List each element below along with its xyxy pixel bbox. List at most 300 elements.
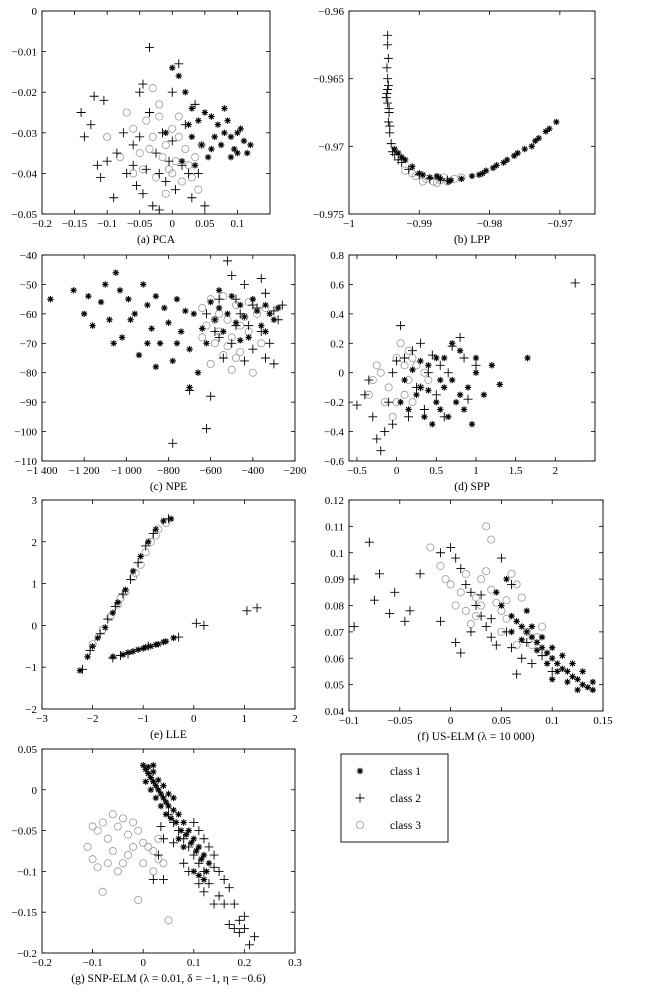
point-class-3 [199, 304, 206, 311]
point-class-1 [258, 322, 264, 328]
point-class-2 [477, 590, 486, 599]
point-class-3 [119, 860, 126, 867]
point-class-3 [129, 819, 136, 826]
point-class-1 [203, 868, 209, 874]
point-class-1 [469, 421, 475, 427]
point-class-3 [159, 154, 166, 161]
point-class-1 [174, 340, 180, 346]
point-class-2 [206, 392, 215, 401]
point-class-1 [245, 334, 251, 340]
point-class-2 [135, 88, 144, 97]
point-class-2 [168, 88, 177, 97]
point-class-2 [471, 361, 480, 370]
point-class-2 [420, 405, 429, 414]
point-class-1 [178, 328, 184, 334]
point-class-1 [89, 643, 95, 649]
point-class-1 [233, 319, 239, 325]
y-tick-label: −90 [19, 397, 37, 410]
point-class-2 [261, 354, 270, 363]
point-class-2 [461, 580, 470, 589]
point-class-1 [433, 355, 439, 361]
point-class-3 [508, 570, 515, 577]
point-class-2 [138, 189, 147, 198]
point-class-1 [206, 860, 212, 866]
series-class-1 [140, 762, 212, 883]
point-class-1 [437, 377, 443, 383]
point-class-3 [162, 141, 169, 148]
x-tick-label: −0.5 [346, 465, 367, 477]
point-class-1 [549, 676, 555, 682]
point-class-2 [242, 606, 251, 615]
point-class-3 [124, 831, 131, 838]
point-class-1 [449, 377, 455, 383]
point-class-1 [168, 516, 174, 522]
point-class-1 [119, 334, 125, 340]
point-class-2 [96, 173, 105, 182]
y-tick-label: −0.1 [17, 866, 37, 879]
y-tick-label: −110 [14, 456, 37, 468]
point-class-3 [146, 145, 153, 152]
point-class-1 [549, 655, 555, 661]
point-class-1 [427, 174, 433, 180]
point-class-2 [432, 390, 441, 399]
point-class-1 [522, 146, 528, 152]
point-class-1 [590, 679, 596, 685]
point-class-1 [160, 639, 166, 645]
point-class-2 [155, 205, 164, 214]
point-class-3 [175, 133, 182, 140]
point-class-3 [409, 354, 416, 361]
y-tick-label: −0.02 [11, 87, 37, 100]
point-class-2 [219, 354, 228, 363]
point-class-3 [447, 581, 454, 588]
point-class-2 [482, 622, 491, 631]
x-tick-label: −0.15 [61, 218, 88, 230]
x-tick-label: 2 [292, 713, 298, 725]
point-class-3 [188, 174, 195, 181]
point-class-3 [104, 860, 111, 867]
point-class-3 [483, 523, 490, 530]
panel-npe [14, 250, 307, 493]
point-class-2 [189, 818, 198, 827]
point-class-2 [77, 108, 86, 117]
point-class-3 [199, 334, 206, 341]
point-class-3 [462, 607, 469, 614]
x-tick-label: 0 [191, 713, 197, 725]
point-class-1 [193, 848, 199, 854]
point-class-1 [553, 119, 559, 125]
point-class-1 [163, 811, 169, 817]
series-class-2 [168, 256, 287, 447]
point-class-2 [194, 879, 203, 888]
point-class-2 [466, 588, 475, 597]
point-class-2 [169, 838, 178, 847]
point-class-1 [143, 644, 149, 650]
point-class-1 [569, 660, 575, 666]
point-class-1 [493, 162, 499, 168]
point-class-1 [165, 803, 171, 809]
point-class-2 [184, 169, 193, 178]
point-class-2 [385, 122, 394, 131]
x-tick-label: −0.2 [32, 957, 52, 969]
y-tick-label: −100 [14, 426, 37, 439]
point-class-3 [409, 399, 416, 406]
x-tick-label: −0.05 [126, 218, 153, 230]
point-class-1 [199, 325, 205, 331]
panel-snpelm [12, 744, 303, 985]
point-class-3 [89, 856, 96, 863]
panel-uselm [325, 495, 613, 743]
panel-lle [25, 495, 297, 741]
point-class-2 [507, 643, 516, 652]
point-class-1 [180, 844, 186, 850]
point-class-2 [109, 193, 118, 202]
point-class-2 [571, 278, 580, 287]
point-class-2 [253, 603, 262, 612]
point-class-1 [231, 146, 237, 152]
point-class-1 [220, 328, 226, 334]
x-tick-label: −600 [199, 465, 223, 477]
panel-caption: (b) LPP [453, 234, 491, 246]
point-class-1 [544, 650, 550, 656]
point-class-1 [529, 634, 535, 640]
point-class-1 [70, 287, 76, 293]
point-class-3 [130, 125, 137, 132]
point-class-1 [224, 117, 230, 123]
x-tick-label: 1 [241, 713, 248, 725]
point-class-2 [122, 169, 131, 178]
point-class-1 [508, 629, 514, 635]
point-class-2 [487, 614, 496, 623]
point-class-1 [241, 138, 247, 144]
point-class-1 [497, 381, 503, 387]
point-class-3 [114, 868, 121, 875]
point-class-2 [261, 289, 270, 298]
point-class-1 [170, 635, 176, 641]
point-class-3 [452, 602, 459, 609]
point-class-2 [368, 412, 377, 421]
y-tick-label: 0 [31, 784, 37, 797]
y-tick-label: −70 [19, 338, 37, 351]
y-tick-label: 0.8 [330, 250, 344, 262]
point-class-1 [441, 384, 447, 390]
point-class-1 [534, 647, 540, 653]
x-tick-label: 0 [140, 957, 146, 969]
series-class-2 [78, 514, 262, 673]
x-tick-label: −0.05 [387, 715, 413, 727]
point-class-3 [385, 384, 392, 391]
point-class-1 [140, 281, 146, 287]
point-class-3 [182, 145, 189, 152]
x-tick-label: −1 [343, 218, 355, 230]
point-class-1 [536, 135, 542, 141]
point-class-1 [110, 654, 116, 660]
point-class-2 [436, 617, 445, 626]
point-class-1 [397, 399, 403, 405]
point-class-2 [456, 648, 465, 657]
x-tick-label: 1.5 [508, 465, 523, 477]
series-class-3 [89, 519, 170, 647]
point-class-3 [149, 85, 156, 92]
point-class-2 [382, 89, 391, 98]
point-class-1 [189, 134, 195, 140]
point-class-2 [451, 554, 460, 563]
point-class-1 [179, 158, 185, 164]
point-class-1 [202, 109, 208, 115]
point-class-2 [456, 333, 465, 342]
point-class-2 [250, 932, 259, 941]
point-class-2 [248, 345, 257, 354]
x-tick-label: −0.99 [406, 218, 433, 230]
point-class-2 [202, 309, 211, 318]
point-class-1 [420, 172, 426, 178]
point-class-1 [165, 319, 171, 325]
point-class-1 [514, 150, 520, 156]
point-class-1 [441, 355, 447, 361]
point-class-1 [203, 340, 209, 346]
point-class-1 [145, 764, 151, 770]
point-class-1 [421, 414, 427, 420]
point-class-3 [389, 413, 396, 420]
y-tick-label: 0.2 [330, 338, 344, 351]
series-class-2 [382, 31, 452, 185]
point-class-3 [195, 186, 202, 193]
point-class-3 [483, 568, 490, 575]
point-class-1 [94, 635, 100, 641]
y-tick-label: 0.11 [325, 521, 344, 534]
point-class-2 [497, 554, 506, 563]
y-tick-label: −0.975 [313, 209, 344, 221]
point-class-3 [129, 843, 136, 850]
point-class-2 [227, 271, 236, 280]
point-class-2 [215, 867, 224, 876]
point-class-3 [152, 174, 159, 181]
point-class-1 [182, 89, 188, 95]
point-class-2 [194, 826, 203, 835]
point-class-3 [503, 597, 510, 604]
x-tick-label: 0.3 [288, 957, 302, 969]
point-class-1 [208, 113, 214, 119]
point-class-2 [135, 132, 144, 141]
point-class-1 [201, 876, 207, 882]
panel-caption: (c) NPE [149, 481, 188, 493]
point-class-1 [417, 384, 423, 390]
point-class-1 [102, 624, 108, 630]
point-class-3 [84, 843, 91, 850]
point-class-1 [169, 65, 175, 71]
x-tick-label: 0 [447, 715, 454, 727]
point-class-1 [106, 317, 112, 323]
point-class-2 [235, 928, 244, 937]
point-class-1 [237, 302, 243, 308]
point-class-1 [196, 872, 202, 878]
x-tick-label: −800 [157, 465, 180, 477]
point-class-3 [169, 125, 176, 132]
point-class-2 [240, 280, 249, 289]
point-class-1 [434, 173, 440, 179]
point-class-2 [400, 354, 409, 363]
point-class-1 [195, 117, 201, 123]
point-class-1 [175, 836, 181, 842]
point-class-2 [210, 900, 219, 909]
point-class-1 [498, 602, 504, 608]
point-class-1 [579, 668, 585, 674]
y-tick-label: 0.05 [324, 679, 344, 692]
point-class-2 [240, 356, 249, 365]
point-class-3 [109, 811, 116, 818]
x-tick-label: −0.1 [339, 715, 359, 727]
point-class-3 [207, 360, 214, 367]
point-class-1 [175, 811, 181, 817]
y-tick-label: 0.1 [330, 547, 344, 560]
plot-frame [42, 11, 270, 214]
panel-caption: (f) US-ELM (λ = 10 000) [417, 731, 535, 743]
point-class-1 [241, 314, 247, 320]
point-class-3 [178, 178, 185, 185]
point-class-1 [195, 370, 201, 376]
point-class-1 [136, 352, 142, 358]
point-class-1 [205, 154, 211, 160]
point-class-1 [409, 367, 415, 373]
y-tick-label: 2 [31, 536, 37, 549]
point-class-1 [173, 819, 179, 825]
x-tick-label: 0 [393, 465, 400, 477]
point-class-1 [244, 150, 250, 156]
point-class-2 [192, 619, 201, 628]
point-class-1 [153, 293, 159, 299]
point-class-1 [457, 347, 463, 353]
point-class-1 [160, 783, 166, 789]
point-class-1 [476, 172, 482, 178]
point-class-1 [188, 840, 194, 846]
point-class-2 [446, 543, 455, 552]
point-class-3 [518, 594, 525, 601]
point-class-1 [148, 325, 154, 331]
point-class-2 [385, 104, 394, 113]
point-class-3 [462, 570, 469, 577]
point-class-3 [457, 589, 464, 596]
point-class-2 [204, 842, 213, 851]
y-tick-label: 0 [338, 367, 344, 380]
point-class-1 [237, 126, 243, 132]
point-class-3 [228, 366, 235, 373]
x-tick-label: −1 400 [26, 465, 58, 477]
point-class-2 [375, 569, 384, 578]
point-class-3 [165, 917, 172, 924]
point-class-1 [564, 668, 570, 674]
point-class-2 [145, 43, 154, 52]
point-class-1 [165, 791, 171, 797]
point-class-1 [183, 831, 189, 837]
point-class-1 [216, 305, 222, 311]
y-tick-label: −0.05 [11, 209, 37, 221]
point-class-1 [534, 639, 540, 645]
y-tick-label: −80 [19, 367, 37, 380]
point-class-2 [149, 875, 158, 884]
point-class-1 [110, 340, 116, 346]
point-class-2 [269, 359, 278, 368]
y-tick-label: −40 [19, 250, 37, 262]
point-class-2 [210, 863, 219, 872]
point-class-1 [228, 154, 234, 160]
point-class-2 [436, 548, 445, 557]
x-tick-label: −1 000 [110, 465, 142, 477]
x-tick-label: −400 [241, 465, 265, 477]
point-class-1 [508, 613, 514, 619]
point-class-2 [384, 81, 393, 90]
y-tick-label: 0.08 [324, 600, 344, 613]
point-class-2 [383, 99, 392, 108]
point-class-1 [237, 337, 243, 343]
point-class-2 [155, 169, 164, 178]
point-class-2 [350, 575, 359, 584]
point-class-2 [215, 891, 224, 900]
point-class-1 [483, 167, 489, 173]
point-class-2 [199, 834, 208, 843]
point-class-1 [144, 302, 150, 308]
point-class-3 [224, 316, 231, 323]
point-class-1 [402, 157, 408, 163]
point-class-1 [170, 795, 176, 801]
point-class-1 [574, 676, 580, 682]
point-class-2 [227, 339, 236, 348]
point-class-1 [198, 856, 204, 862]
point-class-2 [159, 875, 168, 884]
point-class-1 [180, 819, 186, 825]
y-tick-label: −0.2 [17, 948, 37, 960]
point-class-1 [539, 634, 545, 640]
point-class-2 [257, 274, 266, 283]
point-class-2 [384, 117, 393, 126]
point-class-2 [460, 354, 469, 363]
point-class-2 [436, 361, 445, 370]
y-tick-label: 0.09 [324, 574, 344, 587]
point-class-1 [137, 553, 143, 559]
point-class-3 [124, 851, 131, 858]
point-class-2 [200, 201, 209, 210]
y-tick-label: 3 [31, 495, 37, 507]
point-class-3 [467, 620, 474, 627]
point-class-1 [130, 648, 136, 654]
y-tick-label: −50 [19, 279, 37, 292]
point-class-2 [388, 368, 397, 377]
point-class-3 [162, 190, 169, 197]
point-class-2 [204, 879, 213, 888]
plot-frame [42, 749, 295, 953]
point-class-1 [529, 143, 535, 149]
point-class-1 [170, 807, 176, 813]
point-class-1 [465, 384, 471, 390]
point-class-2 [492, 641, 501, 650]
point-class-2 [464, 395, 473, 404]
series-class-2 [352, 278, 579, 455]
point-class-2 [240, 924, 249, 933]
point-class-2 [487, 633, 496, 642]
y-tick-label: −0.05 [11, 825, 37, 838]
panel-caption: (g) SNP-ELM (λ = 0.01, δ = −1, η = −0.6) [71, 973, 266, 985]
series-class-1 [493, 576, 596, 693]
point-class-3 [99, 888, 106, 895]
x-tick-label: −0.97 [547, 218, 573, 230]
y-tick-label: 0.07 [324, 626, 344, 639]
point-class-1 [519, 623, 525, 629]
point-class-1 [153, 526, 159, 532]
point-class-2 [527, 659, 536, 668]
panel-pca [12, 6, 270, 246]
point-class-2 [352, 401, 361, 410]
point-class-3 [232, 354, 239, 361]
point-class-3 [135, 896, 142, 903]
